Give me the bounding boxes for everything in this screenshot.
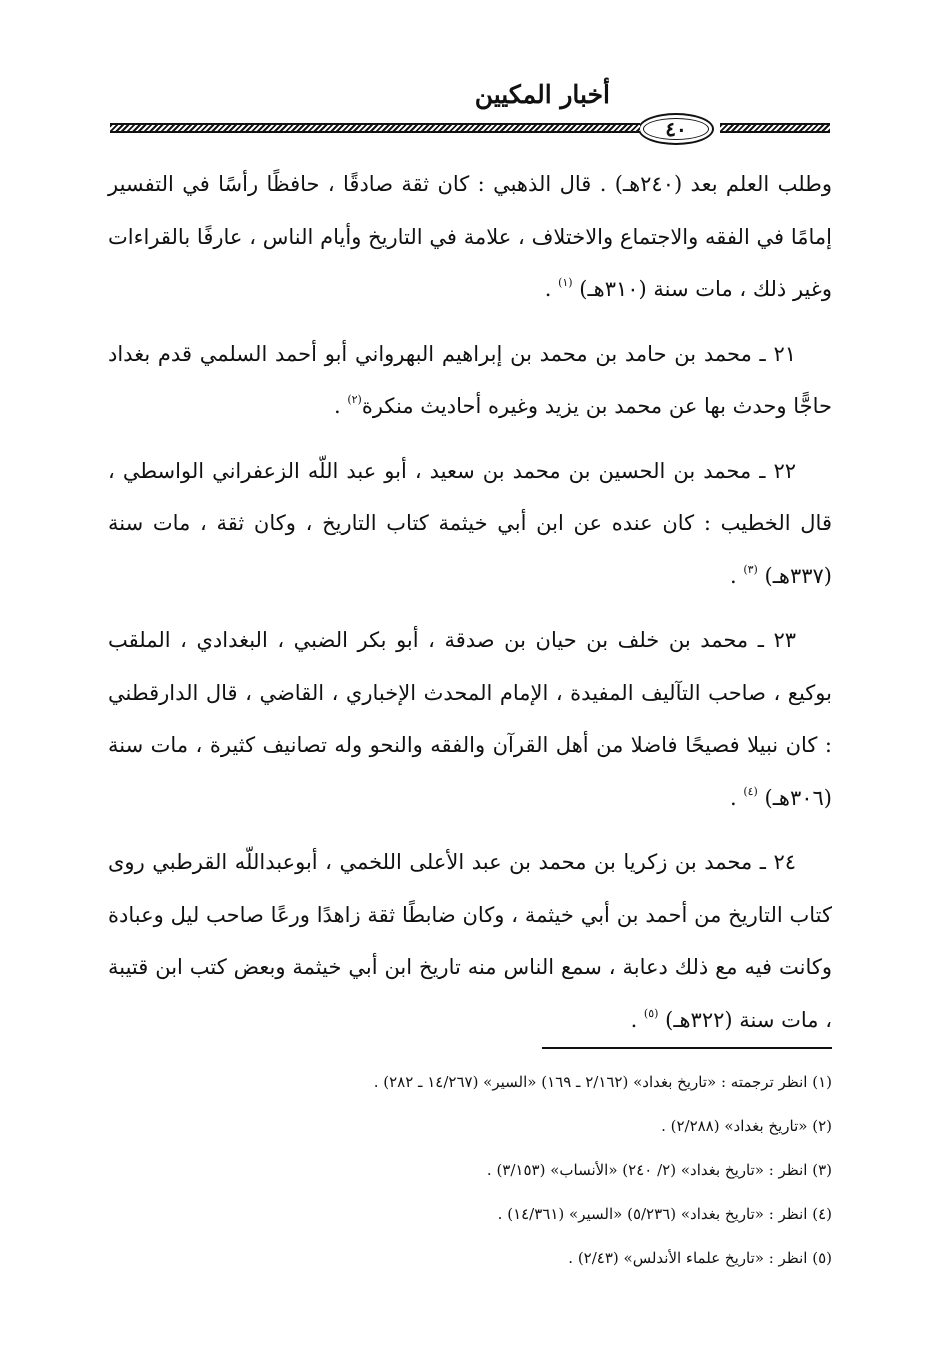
paragraph [108,328,832,433]
header-ornamental-rule-left [110,123,640,133]
footnote: (١) انظر ترجمته : «تاريخ بغداد» (٢/١٦٢ ـ ١٦٩) «السير» (١٤/٢٦٧ ـ ٢٨٢) . [373,1073,832,1091]
footnote: (٢) «تاريخ بغداد» (٢/٢٨٨) . [661,1117,832,1135]
footnote-reference: (٣) [743,562,758,576]
footnote-reference: (١) [558,276,573,290]
paragraph-text: ٢١ ـ محمد بن حامد بن محمد بن إبراهيم البهرواني أبو أحمد السلمي قدم بغداد حاجًّا وحدث بها عن محمد بن يزيد وغيره أحاديث منكرة [108,341,832,418]
footnote-separator [542,1047,832,1049]
footnote-reference: (٢) [347,393,362,407]
header-ornamental-rule-right [720,123,830,133]
page-number: ٤٠ [665,117,687,141]
footnotes-list [108,1060,832,1280]
footnote: (٤) انظر : «تاريخ بغداد» (٥/٢٣٦) «السير» (١٤/٣٦١) . [497,1205,832,1223]
footnote-reference: (٥) [643,1006,659,1020]
paragraph-text: وطلب العلم بعد (٢٤٠هـ) . قال الذهبي : كان ثقة صادقًا ، حافظًا رأسًا في التفسير إمامًا في الفقه والاجتماع والاختلاف ، علامة في التاريخ وأيام الناس ، عارفًا بالقراءات وغير ذلك ، مات سنة (٣١٠هـ) [108,172,833,301]
paragraph-end: . [544,277,559,301]
footnote: (٣) انظر : «تاريخ بغداد» (٢/ ٢٤٠) «الأنساب» (٣/١٥٣) . [486,1161,832,1179]
footnote: (٥) انظر : «تاريخ علماء الأندلس» (٢/٤٣) . [568,1249,832,1267]
paragraph-end: . [630,1007,644,1032]
paragraph [108,445,832,603]
paragraph [108,158,832,316]
running-header-title: أخبار المكيين [474,80,610,109]
paragraph-end: . [333,394,348,418]
paragraph-text: ٢٢ ـ محمد بن الحسين بن محمد بن سعيد ، أبو عبد اللّه الزعفراني الواسطي ، قال الخطيب : كان عنده عن ابن أبي خيثمة كتاب التاريخ ، وكان ثقة ، مات سنة (٣٣٧هـ) [108,458,832,588]
paragraph-end: . [729,785,744,810]
paragraph-text: ٢٣ ـ محمد بن خلف بن حيان بن صدقة ، أبو بكر الضبي ، البغدادي ، الملقب بوكيع ، صاحب التآليف المفيدة ، الإمام المحدث الإخباري ، القاضي ، قال الدارقطني : كان نبيلا فصيحًا فاضلا من أهل القرآن والفقه والنحو وله تصانيف كثيرة ، مات سنة (٣٠٦هـ) [108,628,832,810]
paragraph [108,614,832,824]
footnote-reference: (٤) [743,784,758,798]
paragraph-end: . [729,563,744,588]
paragraph [108,836,832,1046]
page-number-badge [638,113,714,145]
main-text [108,158,832,1058]
paragraph-text: ٢٤ ـ محمد بن زكريا بن محمد بن عبد الأعلى اللخمي ، أبوعبداللّه القرطبي روى كتاب التاريخ من أحمد بن أبي خيثمة ، وكان ضابطًا ثقة زاهدًا ورعًا صاحب ليل وعبادة وكانت فيه مع ذلك دعابة ، سمع الناس منه تاريخ ابن أبي خيثمة وبعض كتب ابن قتيبة ، مات سنة (٣٢٢هـ) [108,850,832,1032]
